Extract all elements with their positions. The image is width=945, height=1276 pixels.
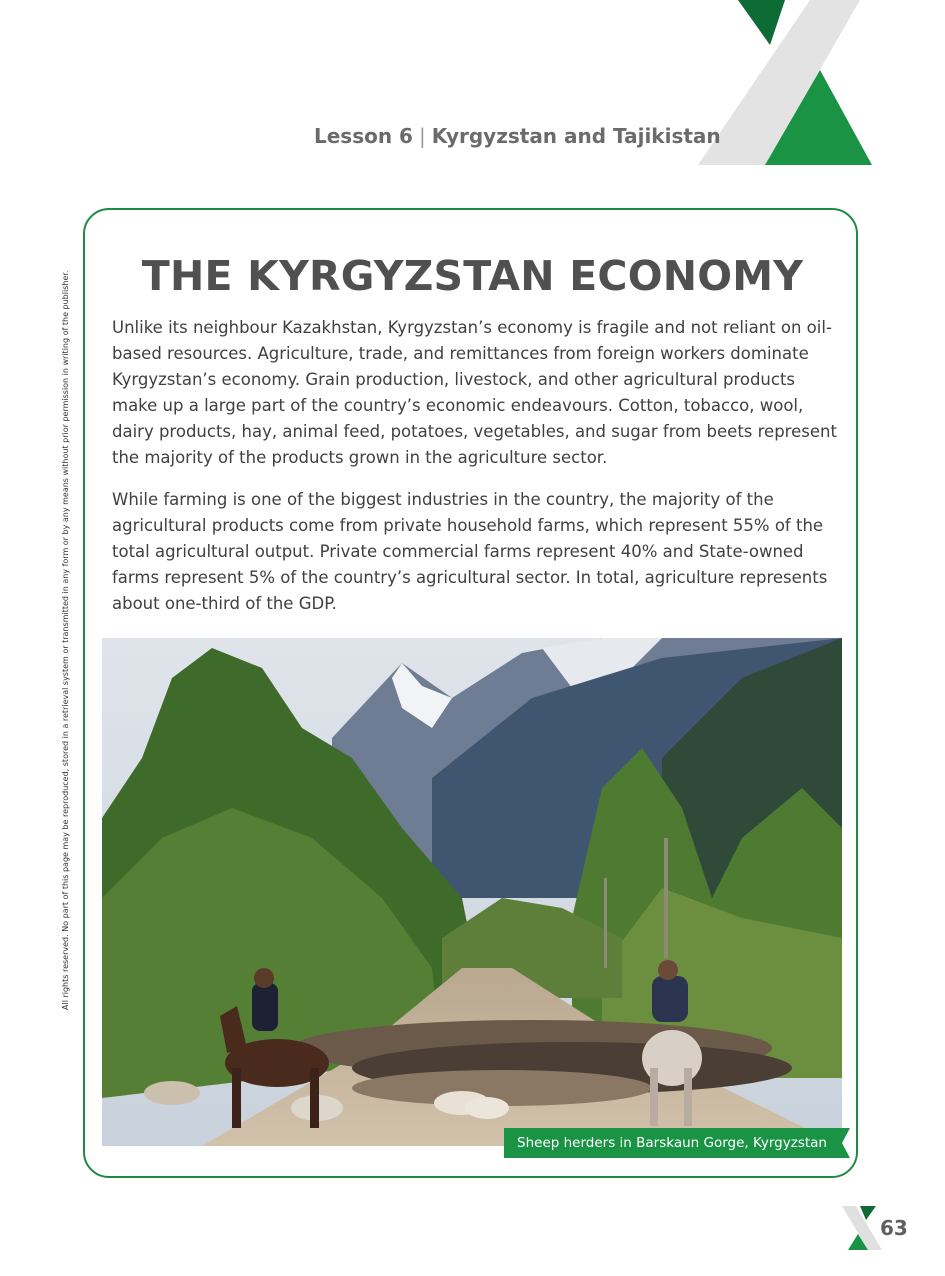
page-logo bbox=[842, 1206, 884, 1250]
lesson-header bbox=[314, 124, 721, 148]
lesson-number: Lesson 6 bbox=[314, 124, 413, 148]
sheep-herders-photo bbox=[102, 638, 842, 1146]
paragraph-1: Unlike its neighbour Kazakhstan, Kyrgyzstan’s economy is fragile and not reliant on oil-based resources. Agriculture, trade, and remittances from foreign workers dominate Kyrgyzstan’s economy. Grain production, livestock, and other agricultural products make up a large part of the country’s economic endeavours. Cotton, tobacco, wool, dairy products, hay, animal feed, potatoes, vegetables, and sugar from beets represent the majority of the products grown in the agriculture sector. bbox=[112, 318, 837, 467]
photo-caption: Sheep herders in Barskaun Gorge, Kyrgyzstan bbox=[517, 1135, 827, 1151]
paragraph-2: While farming is one of the biggest industries in the country, the majority of the agricultural products come from private household farms, which represent 55% of the total agricultural output. Private commercial farms represent 40% and State-owned farms represent 5% of the country’s agricultural sector. In total, agriculture represents about one-third of the GDP. bbox=[112, 490, 828, 613]
lesson-topic: Kyrgyzstan and Tajikistan bbox=[431, 124, 721, 148]
header-separator: | bbox=[418, 124, 426, 148]
page-title: THE KYRGYZSTAN ECONOMY bbox=[141, 252, 804, 300]
copyright-notice: All rights reserved. No part of this page may be reproduced, stored in a retrieval system or transmitted in any form or by any means without prior permission in writing of the publisher. bbox=[61, 270, 70, 1010]
page-number: 63 bbox=[880, 1216, 908, 1240]
